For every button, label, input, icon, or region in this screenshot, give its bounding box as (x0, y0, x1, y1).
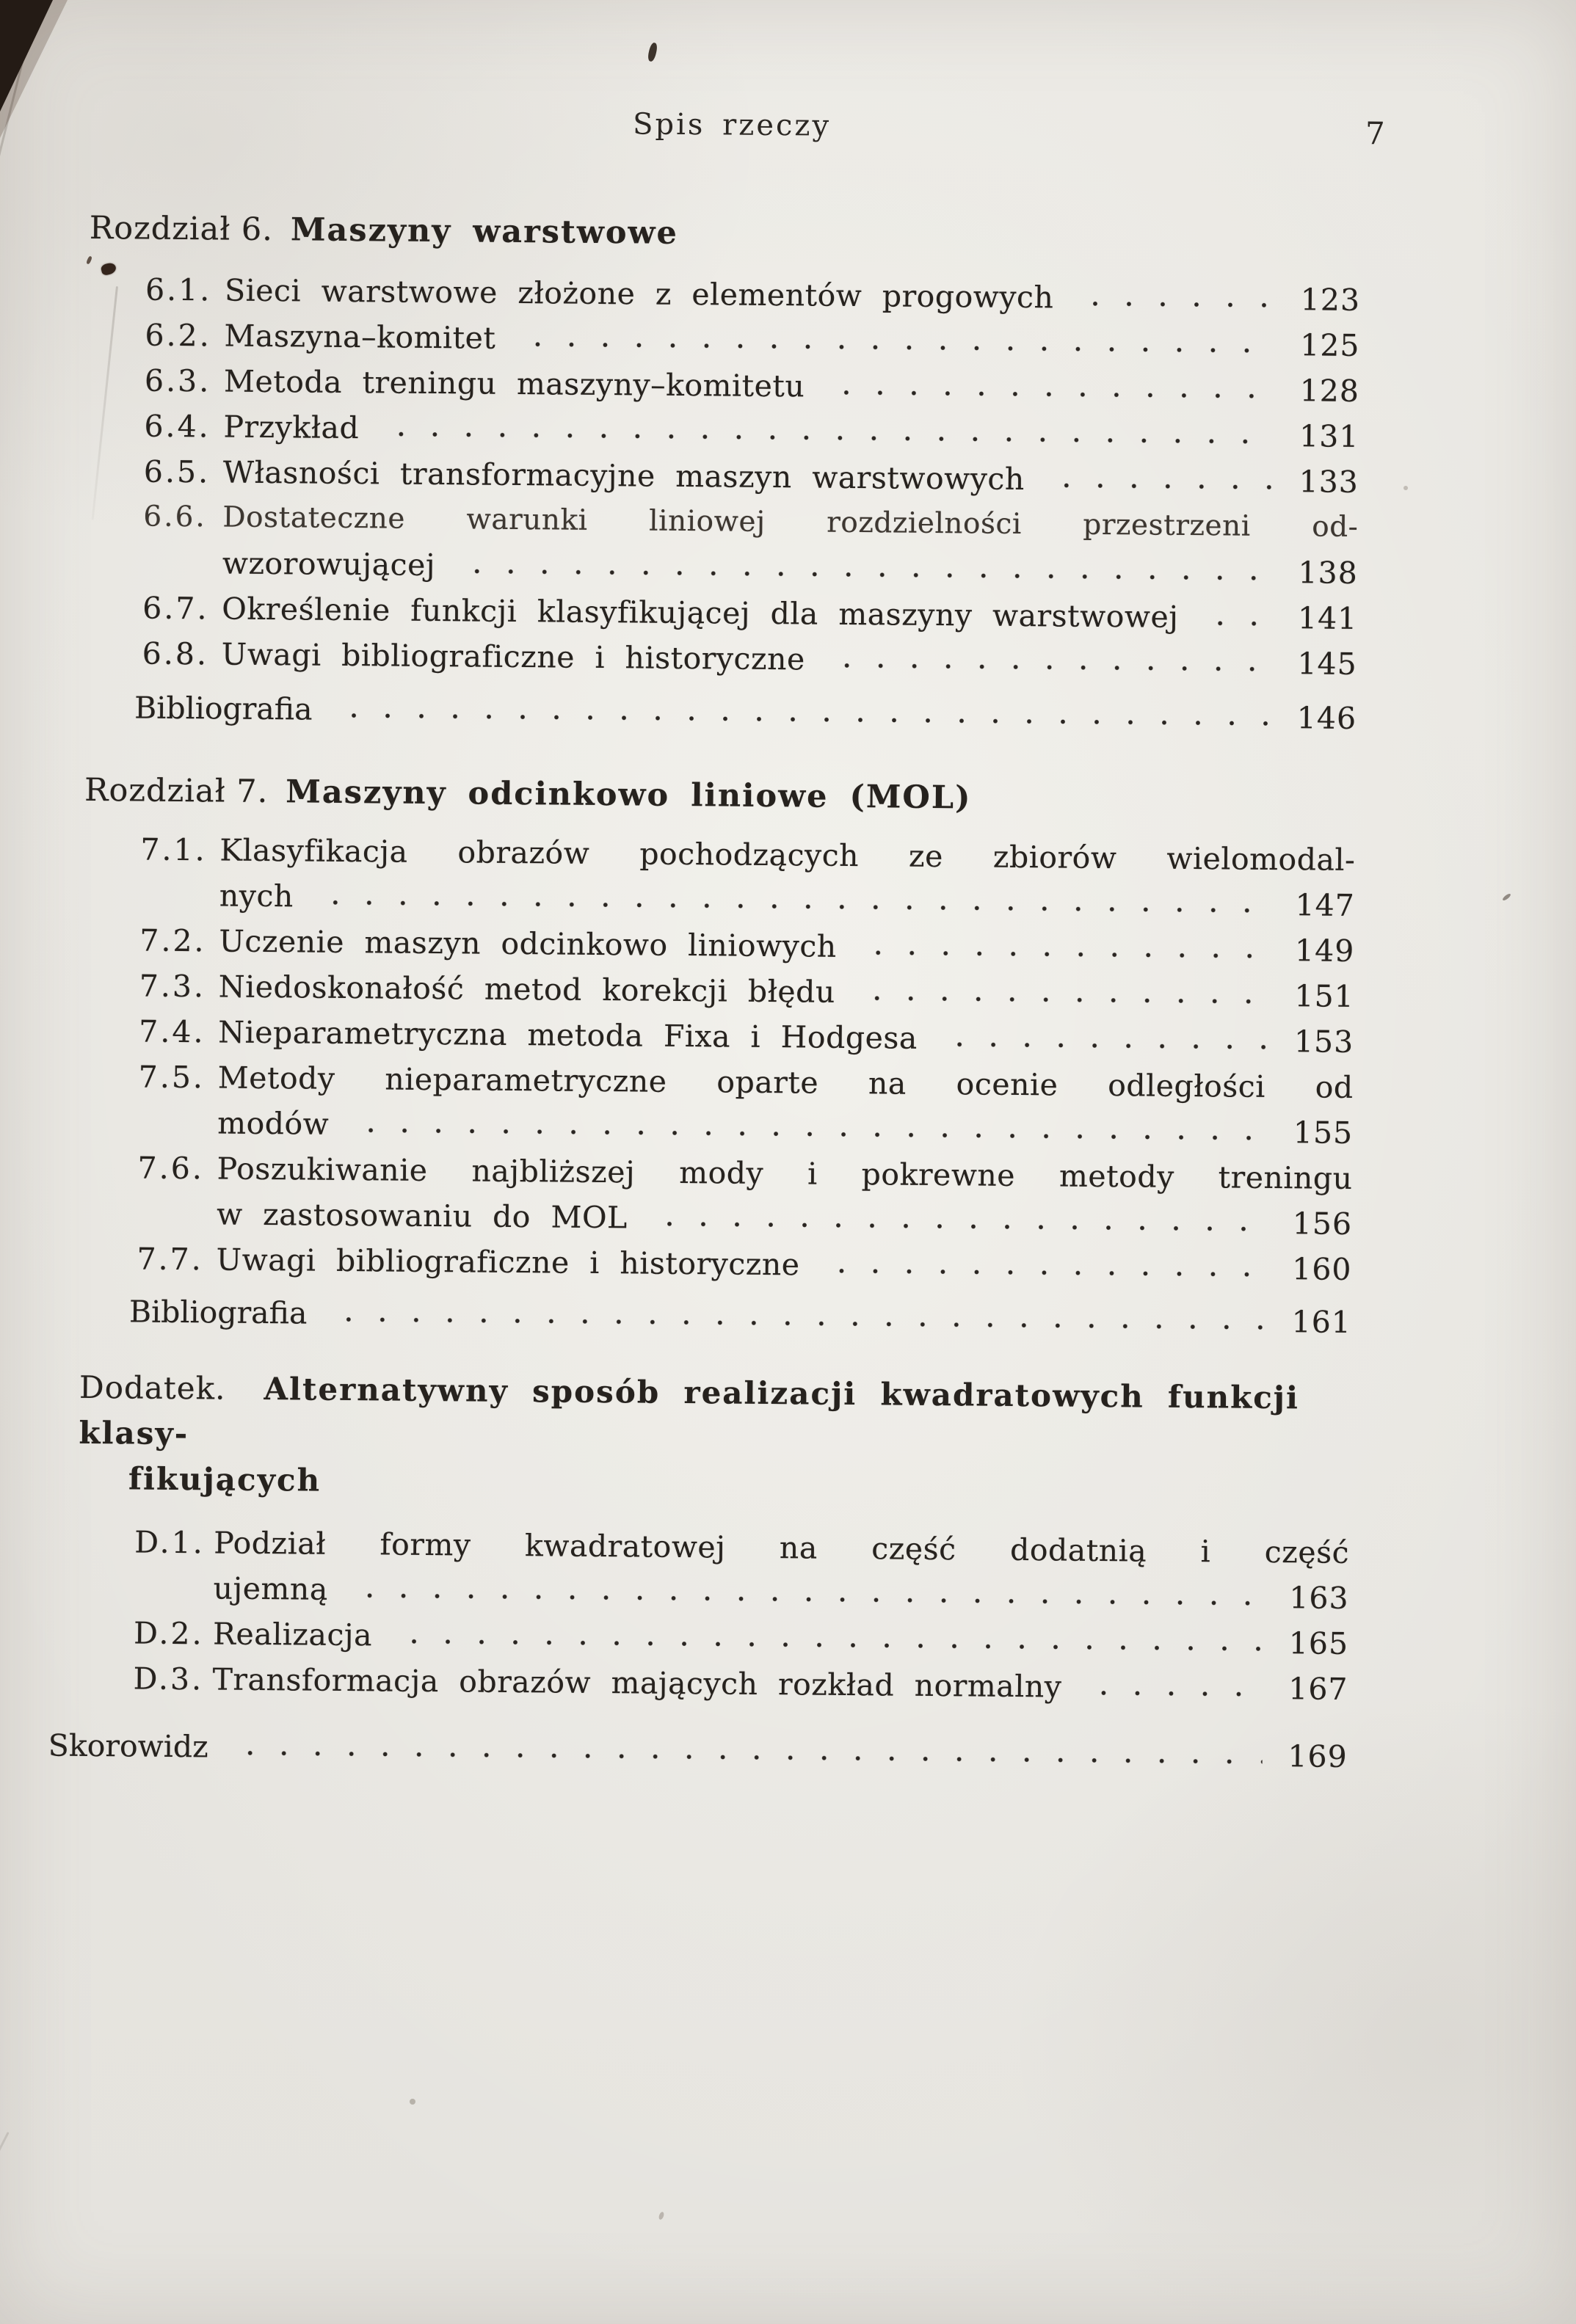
entry-page: 165 (1288, 1625, 1349, 1661)
entry-page: 151 (1294, 978, 1354, 1014)
entry-title: Maszyna–komitet (224, 318, 496, 356)
entry-title: Własności transformacyjne maszyn warstwowych (222, 454, 1025, 498)
entry-page: 161 (1291, 1304, 1352, 1340)
entry-title: Uczenie maszyn odcinkowo liniowych (219, 923, 837, 964)
entry-page: 133 (1299, 464, 1359, 500)
entry-title: Transformacja obrazów mających rozkład normalny (212, 1661, 1062, 1705)
toc-entry-7-6 (137, 1145, 1353, 1247)
entry-number: D.3. (133, 1661, 204, 1697)
entry-title-line1: Klasyfikacja obrazów pochodzących ze zbiorów wielomodal- (219, 832, 1356, 878)
chapter-6-title: Maszyny warstwowe (290, 211, 679, 252)
dot-leader (821, 389, 1274, 403)
entry-page: 163 (1289, 1580, 1349, 1616)
page-number: 7 (1365, 115, 1385, 152)
dot-leader (512, 340, 1274, 357)
page-corner-fold (0, 0, 53, 112)
entry-page: 123 (1300, 282, 1361, 318)
entry-number: D.2. (133, 1615, 204, 1652)
entry-page: 149 (1294, 933, 1355, 969)
toc-entry-7-1 (140, 827, 1356, 928)
appendix-heading-line1 (79, 1365, 1299, 1466)
entry-page: 153 (1293, 1024, 1354, 1060)
chapter-6-bibliography (134, 685, 1357, 741)
entry-page: 138 (1298, 555, 1358, 591)
entry-number: 6.6. (143, 500, 208, 534)
dot-leader (644, 1220, 1267, 1236)
entry-title-line1: Podział formy kwadratowej na część dodatnią i część (213, 1525, 1350, 1570)
entry-title-line1: Poszukiwanie najbliższej mody i pokrewne metody treningu (217, 1151, 1353, 1196)
entry-title-line2: modów (217, 1105, 330, 1142)
dot-leader (1070, 300, 1275, 312)
toc-entry-d-3 (133, 1656, 1348, 1712)
appendix-title: Alternatywny sposób realizacji kwadratowych funkcji klasy- (79, 1371, 1300, 1452)
entry-title: Niedoskonałość metod korekcji błędu (218, 969, 836, 1010)
dot-leader (821, 662, 1272, 676)
entry-title: Nieparametryczna metoda Fixa i Hodgesa (218, 1014, 918, 1056)
dot-leader (345, 1126, 1268, 1145)
entry-title: Metoda treningu maszyny–komitetu (223, 363, 805, 404)
chapter-6-entries (58, 266, 1361, 687)
chapter-7-entries (52, 826, 1355, 1292)
dot-leader (1194, 619, 1272, 630)
entry-page: 125 (1300, 327, 1360, 364)
appendix-heading (79, 1365, 1351, 1512)
chapter-7-bibliography (129, 1289, 1351, 1345)
entry-title-line1: Dostateczne warunki liniowej rozdzielności przestrzeni od- (222, 500, 1359, 544)
entry-page: 160 (1292, 1251, 1352, 1287)
entry-page: 145 (1297, 646, 1357, 682)
dot-leader (328, 712, 1271, 730)
entry-number: 7.7. (137, 1241, 204, 1278)
entry-number: 6.7. (142, 590, 209, 627)
entry-title: Przykład (223, 409, 360, 446)
entry-title: Uwagi bibliograficzne i historyczne (221, 636, 805, 677)
chapter-7-heading (84, 768, 1356, 824)
entry-number: 6.3. (144, 363, 211, 399)
dot-leader (375, 430, 1274, 448)
entry-page: 141 (1297, 600, 1358, 636)
appendix-entries (48, 1519, 1349, 1712)
entry-page: 147 (1295, 887, 1356, 923)
entry-number: 6.5. (143, 453, 211, 490)
entry-page: 146 (1296, 700, 1357, 736)
entry-title: Uwagi bibliograficzne i historyczne (216, 1242, 800, 1283)
appendix-label: Dodatek. (79, 1369, 226, 1407)
dot-leader (451, 567, 1273, 585)
entry-number: 6.8. (142, 635, 209, 672)
entry-number: 6.1. (145, 272, 212, 308)
bibliography-label: Bibliografia (128, 1294, 308, 1331)
entry-number: 7.1. (140, 831, 207, 868)
toc-entry-6-6 (143, 495, 1359, 596)
entry-page: 155 (1293, 1115, 1354, 1151)
dot-leader (934, 1041, 1269, 1054)
dot-leader (851, 994, 1269, 1008)
toc-entry-d-1 (134, 1520, 1349, 1621)
entry-number: 7.3. (139, 968, 206, 1005)
entry-number: 7.5. (138, 1059, 206, 1096)
entry-number: D.1. (134, 1524, 205, 1561)
dot-leader (344, 1592, 1264, 1610)
entry-number: 6.2. (145, 317, 212, 354)
entry-title-line2: wzorowującej (222, 545, 436, 583)
entry-page: 128 (1299, 373, 1360, 409)
entry-title-line1: Metody nieparametryczne oparte na ocenie odległości od (217, 1060, 1354, 1105)
entry-number: 7.6. (137, 1150, 205, 1187)
appendix-heading-line2: fikujących (128, 1460, 322, 1498)
entry-title-line2: nych (219, 878, 294, 914)
entry-page: 167 (1288, 1671, 1348, 1707)
dot-leader (225, 1749, 1263, 1769)
dot-leader (388, 1638, 1263, 1655)
entry-title: Określenie funkcji klasyfikującej dla maszyny warstwowej (222, 591, 1179, 635)
entry-page: 131 (1299, 418, 1359, 455)
chapter-6-number: Rozdział 6. (89, 209, 274, 249)
table-of-contents (48, 205, 1362, 1780)
index-label: Skorowidz (48, 1727, 208, 1765)
dot-leader (1078, 1689, 1263, 1701)
dot-leader (1041, 481, 1274, 494)
entry-title: Sieci warstwowe złożone z elementów progowych (224, 272, 1054, 316)
toc-entry-7-5 (138, 1054, 1354, 1156)
entry-title: Realizacja (212, 1616, 373, 1653)
entry-page: 156 (1292, 1206, 1353, 1242)
entry-title-line2: w zastosowaniu do MOL (216, 1196, 628, 1236)
entry-page: 169 (1288, 1738, 1348, 1774)
dot-leader (323, 1316, 1266, 1334)
entry-number: 7.2. (139, 922, 206, 959)
chapter-6-heading (90, 205, 1361, 262)
entry-number: 7.4. (139, 1013, 206, 1050)
dot-leader (310, 899, 1270, 917)
chapter-7-number: Rozdział 7. (84, 771, 269, 811)
running-header (0, 102, 1576, 160)
running-header-title: Spis rzeczy (632, 107, 832, 143)
entry-title-line2: ujemną (213, 1570, 328, 1607)
chapter-7-title: Maszyny odcinkowo liniowe (MOL) (286, 773, 972, 817)
index-entry (48, 1722, 1348, 1779)
entry-number: 6.4. (144, 408, 211, 445)
dot-leader (816, 1267, 1266, 1281)
bibliography-label: Bibliografia (134, 690, 313, 727)
dot-leader (853, 949, 1270, 963)
